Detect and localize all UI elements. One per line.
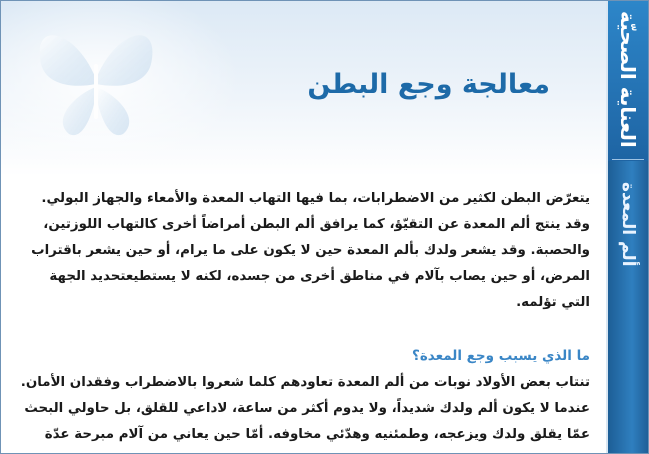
section-title: العناية الصحيّة: [616, 10, 640, 148]
page-title: معالجة وجع البطن: [307, 69, 550, 100]
sidebar-divider: [612, 159, 644, 160]
text-line: وقد ينتج ألم المعدة عن التقيّؤ، كما يرافق ألم البطن أمراضاً أخرى كالتهاب اللوزتين،: [43, 217, 590, 232]
text-line: تنتاب بعض الأولاد نوبات من ألم المعدة تعاودهم كلما شعروا بالاضطراب وفقدان الأمان.: [20, 375, 590, 390]
sidebar: [606, 1, 648, 454]
butterfly-icon: [21, 9, 171, 159]
text-line: والحصبة. وقد يشعر ولدك بألم المعدة حين لا يكون على ما يرام، أو حين يشعر باقتراب: [31, 243, 590, 258]
body-paragraph: [20, 370, 590, 448]
header-banner: [1, 1, 608, 176]
text-line: التي تؤلمه.: [516, 295, 590, 310]
text-line: عندما لا يكون ألم ولدك شديداً، ولا يدوم أكثر من ساعة، لاداعي للقلق، بل حاولي البحث: [24, 401, 590, 416]
text-line: المرض، أو حين يصاب بآلام في مناطق أخرى من جسده، لكنه لا يستطيعتحديد الجهة: [49, 269, 590, 284]
topic-title: ألم المعدة: [618, 181, 638, 267]
section-heading: ما الذي يسبب وجع المعدة؟: [411, 348, 590, 364]
text-line: يتعرّض البطن لكثير من الاضطرابات، بما فيها التهاب المعدة والأمعاء والجهاز البولي.: [41, 191, 590, 206]
text-line: عمّا يقلق ولدك ويزعجه، وطمئنيه وهدّئي مخاوفه. أمّا حين يعاني من آلام مبرحة عدّة: [44, 427, 590, 442]
intro-paragraph: [31, 186, 590, 316]
